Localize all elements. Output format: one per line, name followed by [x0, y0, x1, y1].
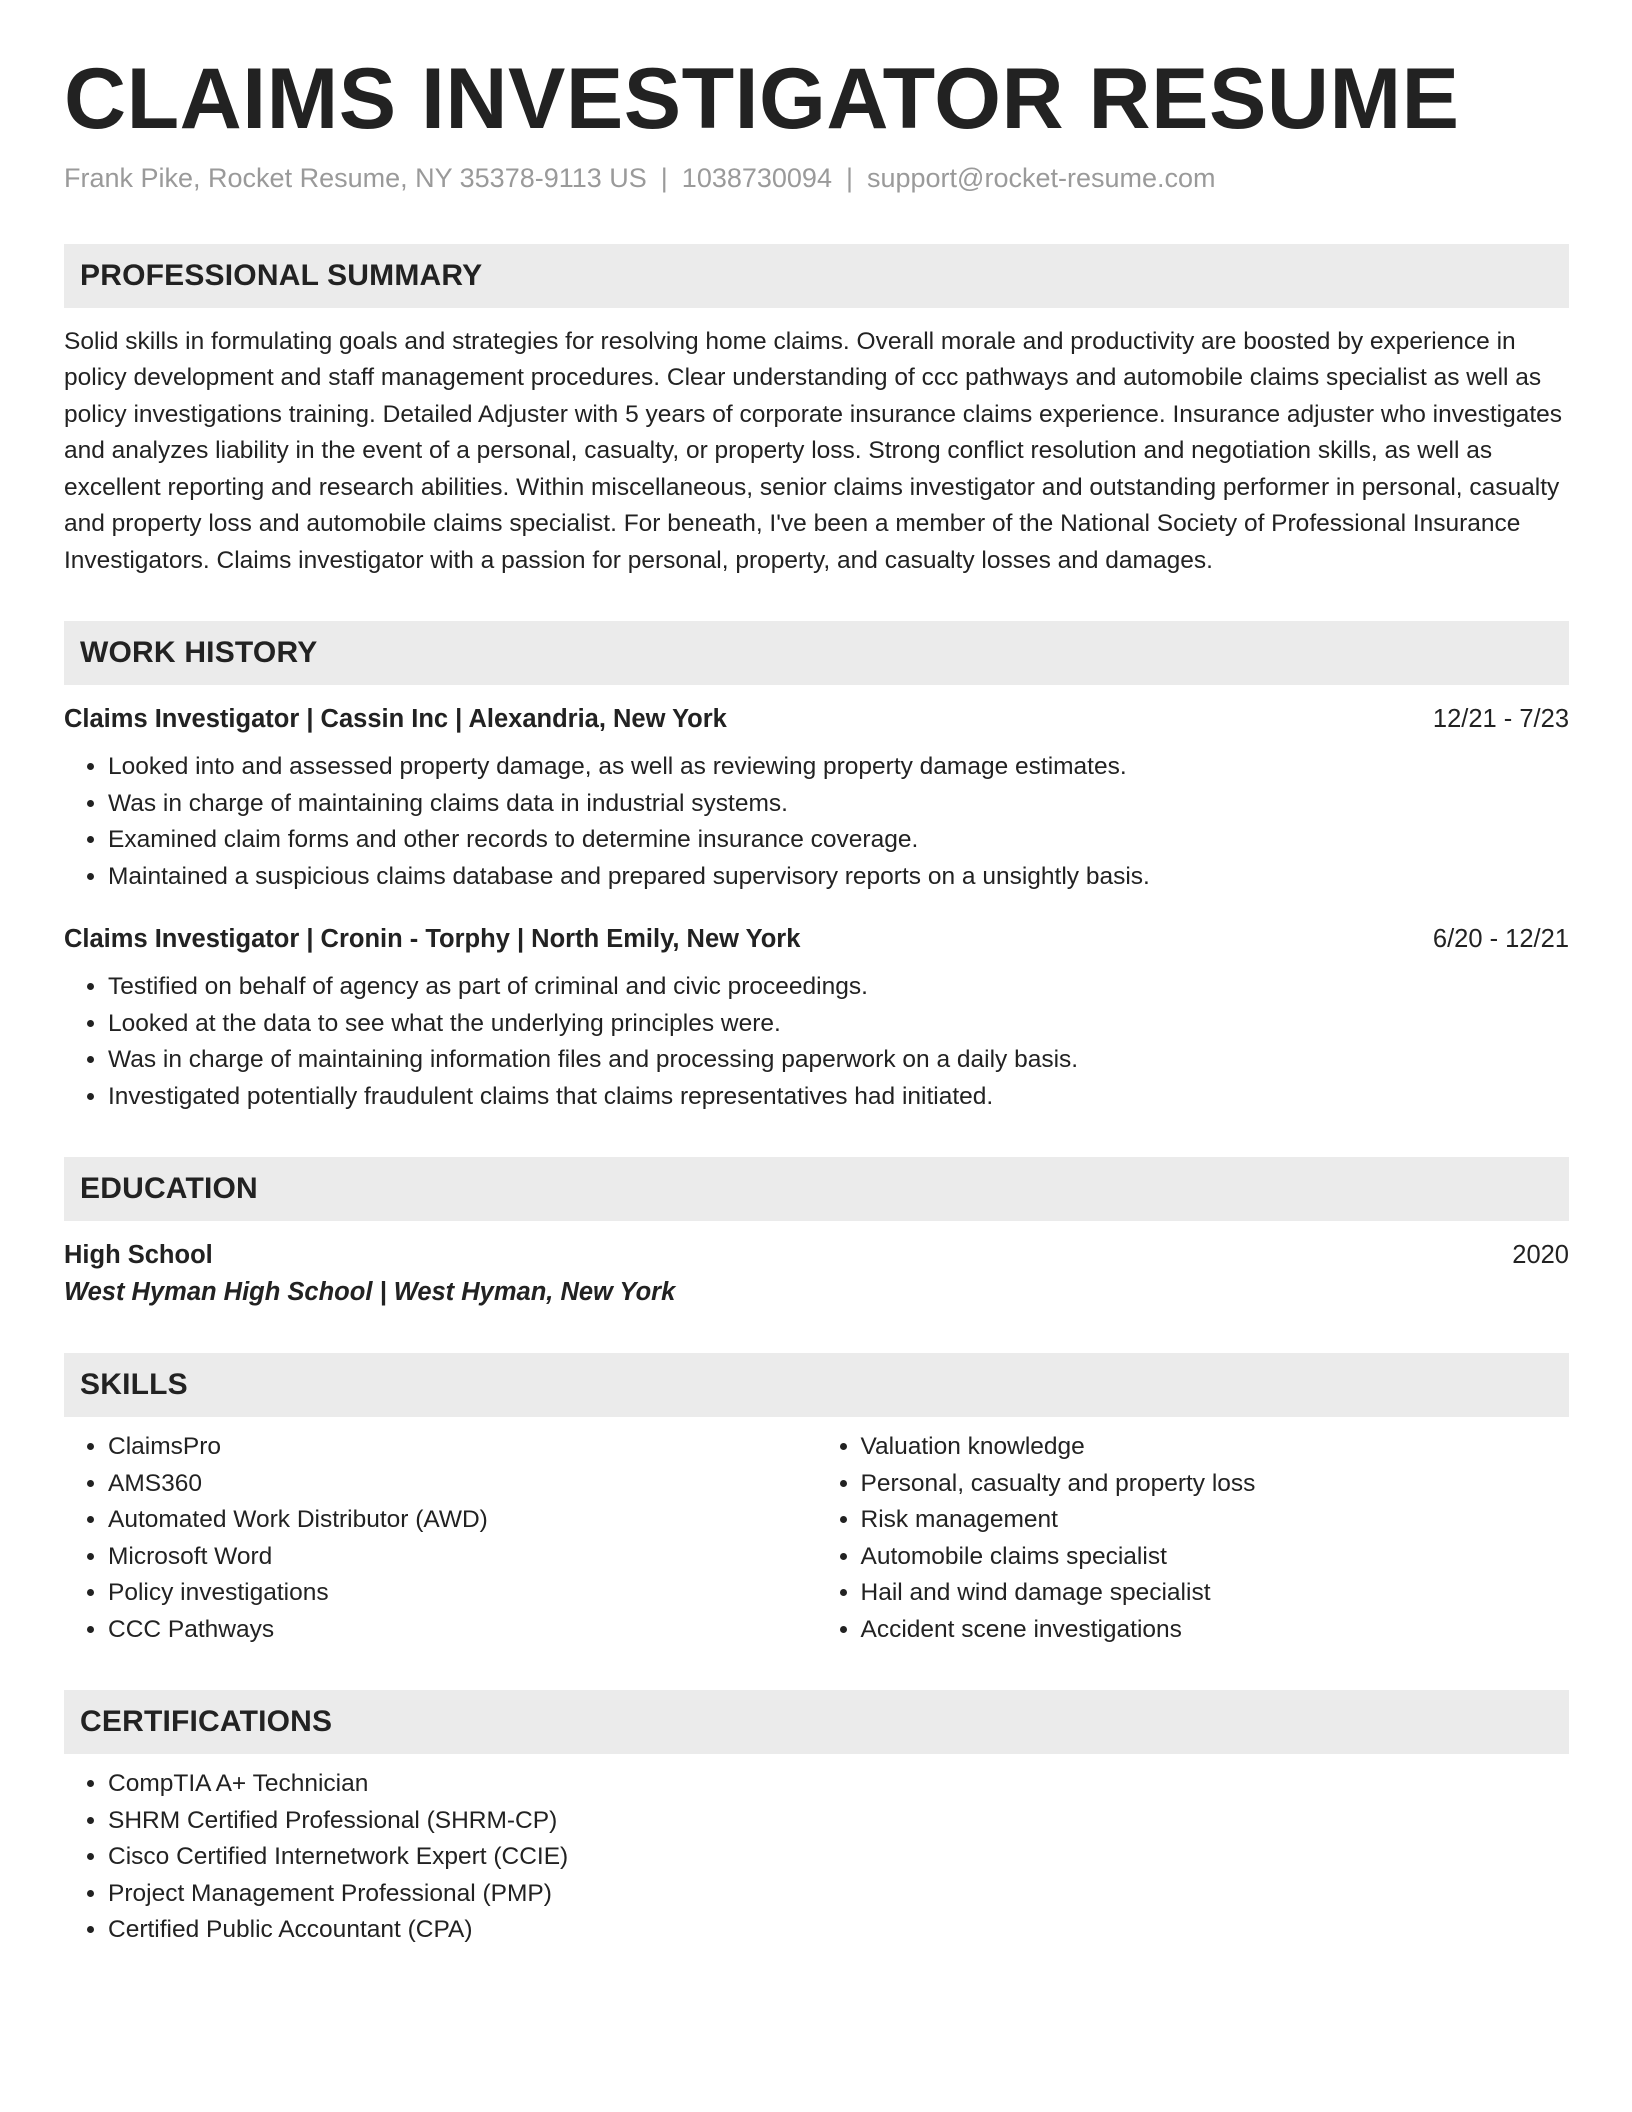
certification-item: • SHRM Certified Professional (SHRM-CP): [108, 1803, 1569, 1840]
skill-item: • Personal, casualty and property loss: [861, 1466, 1570, 1503]
job-header: [64, 921, 1569, 957]
skill-item: • Policy investigations: [108, 1575, 817, 1612]
skills-list: [64, 1429, 1569, 1648]
skill-item: • Automated Work Distributor (AWD): [108, 1502, 817, 1539]
skill-item: • Hail and wind damage specialist: [861, 1575, 1570, 1612]
resume-title: CLAIMS INVESTIGATOR RESUME: [64, 51, 1460, 147]
certification-item: • Project Management Professional (PMP): [108, 1876, 1569, 1913]
job-duty-item: • Looked into and assessed property damage, as well as reviewing property damage estimates.: [108, 749, 1569, 786]
contact-address: Frank Pike, Rocket Resume, NY 35378-9113 US: [64, 162, 647, 193]
skill-item: • Automobile claims specialist: [861, 1539, 1570, 1576]
job-duties: [64, 969, 1569, 1115]
job-duty-item: • Testified on behalf of agency as part of criminal and civic proceedings.: [108, 969, 1569, 1006]
summary-text: Solid skills in formulating goals and strategies for resolving home claims. Overall morale and productivity are boosted by experience in policy development and staff management procedures. Clear understanding of ccc pathways and automobile claims specialist as well as policy investigations training. Detailed Adjuster with 5 years of corporate insurance claims experience. Insurance adjuster who investigates and analyzes liability in the event of a personal, casualty, or property loss. Strong conflict resolution and negotiation skills, as well as excellent reporting and research abilities. Within miscellaneous, senior claims investigator and outstanding performer in personal, casualty and property loss and automobile claims specialist. For beneath, I've been a member of the National Society of Professional Insurance Investigators. Claims investigator with a passion for personal, property, and casualty losses and damages.: [64, 327, 1563, 574]
contact-separator: |: [845, 162, 853, 193]
contact-phone: 1038730094: [681, 162, 832, 193]
education-school: West Hyman High School | West Hyman, New York: [64, 1278, 676, 1307]
job-duty-item: • Was in charge of maintaining claims data in industrial systems.: [108, 786, 1569, 823]
certification-item: • Cisco Certified Internetwork Expert (CCIE): [108, 1839, 1569, 1876]
job-duty-item: • Investigated potentially fraudulent claims that claims representatives had initiated.: [108, 1079, 1569, 1116]
job-dates: 6/20 - 12/21: [1432, 925, 1569, 954]
certifications-items: [64, 1766, 1569, 1949]
job-duty-item: • Maintained a suspicious claims database and prepared supervisory reports on a unsightly basis.: [108, 859, 1569, 896]
skill-item: • Accident scene investigations: [861, 1612, 1570, 1649]
job-entry: [64, 921, 1569, 1115]
education-header: [64, 1237, 1569, 1273]
skill-item: • CCC Pathways: [108, 1612, 817, 1649]
section-header-education: EDUCATION: [64, 1157, 1569, 1221]
job-duty-item: • Looked at the data to see what the underlying principles were.: [108, 1006, 1569, 1043]
education-entry: [64, 1237, 1569, 1311]
job-title: Claims Investigator | Cassin Inc | Alexandria, New York: [64, 705, 727, 734]
skill-item: • ClaimsPro: [108, 1429, 817, 1466]
job-title: Claims Investigator | Cronin - Torphy | North Emily, New York: [64, 925, 801, 954]
section-header-work-history: WORK HISTORY: [64, 621, 1569, 685]
contact-line: [64, 163, 1569, 194]
job-entry: [64, 701, 1569, 895]
job-duty-item: • Examined claim forms and other records to determine insurance coverage.: [108, 822, 1569, 859]
section-header-summary: PROFESSIONAL SUMMARY: [64, 244, 1569, 308]
section-header-certifications: CERTIFICATIONS: [64, 1690, 1569, 1754]
contact-separator: |: [660, 162, 668, 193]
job-duties: [64, 749, 1569, 895]
skill-item: • Risk management: [861, 1502, 1570, 1539]
skill-item: • Microsoft Word: [108, 1539, 817, 1576]
skills-column-left: [64, 1429, 817, 1648]
skill-item: • AMS360: [108, 1466, 817, 1503]
certification-item: • Certified Public Accountant (CPA): [108, 1912, 1569, 1949]
skills-column-right: [817, 1429, 1570, 1648]
job-header: [64, 701, 1569, 737]
skill-item: • Valuation knowledge: [861, 1429, 1570, 1466]
education-degree: High School: [64, 1241, 213, 1270]
section-header-skills: SKILLS: [64, 1353, 1569, 1417]
certifications-list: [64, 1766, 1569, 1949]
certification-item: • CompTIA A+ Technician: [108, 1766, 1569, 1803]
job-duty-item: • Was in charge of maintaining information files and processing paperwork on a daily basis.: [108, 1042, 1569, 1079]
job-dates: 12/21 - 7/23: [1432, 705, 1569, 734]
education-year: 2020: [1512, 1241, 1569, 1270]
contact-email: support@rocket-resume.com: [866, 162, 1216, 193]
